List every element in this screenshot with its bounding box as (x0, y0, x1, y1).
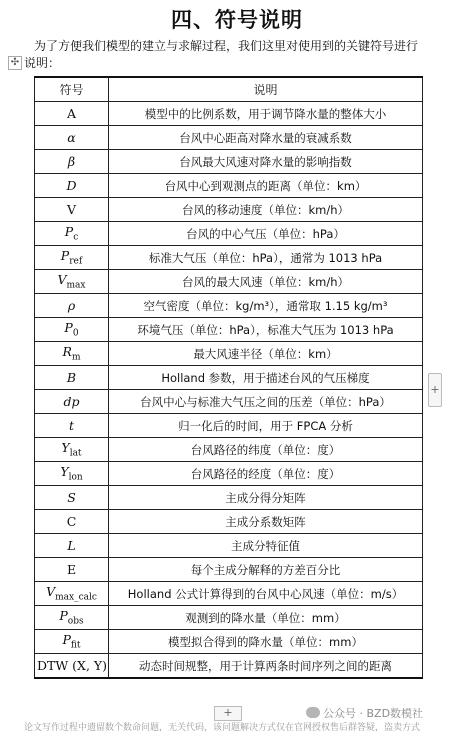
description-cell: 台风路径的纬度（单位：度） (109, 438, 423, 462)
intro-paragraph (10, 38, 462, 72)
table-row (35, 102, 423, 126)
intro-line-1: 为了方便我们模型的建立与求解过程，我们这里对使用到的关键符号进行 (34, 39, 419, 53)
description-cell: 台风最大风速对降水量的影响指数 (109, 150, 423, 174)
description-cell: 台风的移动速度（单位：km/h） (109, 198, 423, 222)
symbol-cell: $Y_{lat}$ (35, 438, 109, 462)
symbol-cell: dp (35, 390, 109, 414)
description-cell: 主成分得分矩阵 (109, 486, 423, 510)
section-title: 四、符号说明 (171, 8, 303, 32)
table-row (35, 486, 423, 510)
table-row (35, 462, 423, 486)
description-cell: 观测到的降水量（单位：mm） (109, 606, 423, 630)
symbol-cell: S (35, 486, 109, 510)
table-row (35, 318, 423, 342)
symbol-cell: $P_0$ (35, 318, 109, 342)
description-cell: Holland 公式计算得到的台风中心风速（单位：m/s） (109, 582, 423, 606)
description-cell: 主成分特征值 (109, 534, 423, 558)
table-row (35, 582, 423, 606)
description-cell: 空气密度（单位：kg/m³），通常取 1.15 kg/m³ (109, 294, 423, 318)
symbol-cell: DTW (X, Y) (35, 654, 109, 679)
description-cell: 台风的最大风速（单位：km/h） (109, 270, 423, 294)
description-cell: 模型拟合得到的降水量（单位：mm） (109, 630, 423, 654)
symbol-cell: B (35, 366, 109, 390)
symbol-cell: α (35, 126, 109, 150)
add-row-button[interactable]: + (214, 706, 242, 721)
table-row (35, 534, 423, 558)
symbol-cell: $V_{max\_calc}$ (35, 582, 109, 606)
description-cell: 台风中心到观测点的距离（单位：km） (109, 174, 423, 198)
symbol-cell: $P_{ref}$ (35, 246, 109, 270)
description-cell: 台风中心距高对降水量的衰减系数 (109, 126, 423, 150)
header-description: 说明 (109, 77, 423, 102)
symbol-cell: A (35, 102, 109, 126)
table-row (35, 510, 423, 534)
symbol-cell: β (35, 150, 109, 174)
description-cell: 台风的中心气压（单位：hPa） (109, 222, 423, 246)
table-row (35, 150, 423, 174)
watermark-text: 公众号 · BZD数模社 (323, 707, 424, 720)
description-cell: 标准大气压（单位：hPa），通常为 1013 hPa (109, 246, 423, 270)
table-row (35, 174, 423, 198)
description-cell: Holland 参数，用于描述台风的气压梯度 (109, 366, 423, 390)
description-cell: 归一化后的时间，用于 FPCA 分析 (109, 414, 423, 438)
watermark (306, 705, 423, 721)
table-row (35, 270, 423, 294)
intro-line-2: 说明： (24, 56, 61, 70)
description-cell: 环境气压（单位：hPa），标准大气压为 1013 hPa (109, 318, 423, 342)
table-row (35, 198, 423, 222)
table-row (35, 558, 423, 582)
header-symbol: 符号 (35, 77, 109, 102)
description-cell: 每个主成分解释的方差百分比 (109, 558, 423, 582)
symbol-cell: E (35, 558, 109, 582)
description-cell: 台风中心与标准大气压之间的压差（单位：hPa） (109, 390, 423, 414)
table-row (35, 630, 423, 654)
symbol-cell: $P_{fit}$ (35, 630, 109, 654)
symbol-cell: $V_{max}$ (35, 270, 109, 294)
table-row (35, 246, 423, 270)
symbol-cell: $Y_{lon}$ (35, 462, 109, 486)
description-cell: 模型中的比例系数，用于调节降水量的整体大小 (109, 102, 423, 126)
symbol-cell: C (35, 510, 109, 534)
symbol-cell: ρ (35, 294, 109, 318)
symbol-cell: V (35, 198, 109, 222)
table-row (35, 342, 423, 366)
table-row (35, 438, 423, 462)
symbol-cell: L (35, 534, 109, 558)
symbol-cell: $R_m$ (35, 342, 109, 366)
table-row (35, 654, 423, 679)
description-cell: 动态时间规整，用于计算两条时间序列之间的距离 (109, 654, 423, 679)
symbol-table (34, 76, 423, 679)
description-cell: 台风路径的经度（单位：度） (109, 462, 423, 486)
table-row (35, 390, 423, 414)
table-move-handle-icon[interactable]: ✣ (8, 56, 22, 70)
symbol-cell: $P_c$ (35, 222, 109, 246)
symbol-cell: D (35, 174, 109, 198)
add-column-button[interactable]: + (428, 373, 442, 407)
symbol-cell: t (35, 414, 109, 438)
table-row (35, 606, 423, 630)
footer-note: 论文写作过程中遗留数个数命问题，无关代码，该问题解决方式仅在官网授权售后群答疑，盗卖方式 (24, 723, 421, 733)
table-row (35, 414, 423, 438)
description-cell: 主成分系数矩阵 (109, 510, 423, 534)
table-header-row (35, 77, 423, 102)
table-row (35, 126, 423, 150)
symbol-cell: $P_{obs}$ (35, 606, 109, 630)
table-row (35, 366, 423, 390)
table-row (35, 222, 423, 246)
wechat-icon (306, 707, 320, 718)
table-row (35, 294, 423, 318)
description-cell: 最大风速半径（单位：km） (109, 342, 423, 366)
